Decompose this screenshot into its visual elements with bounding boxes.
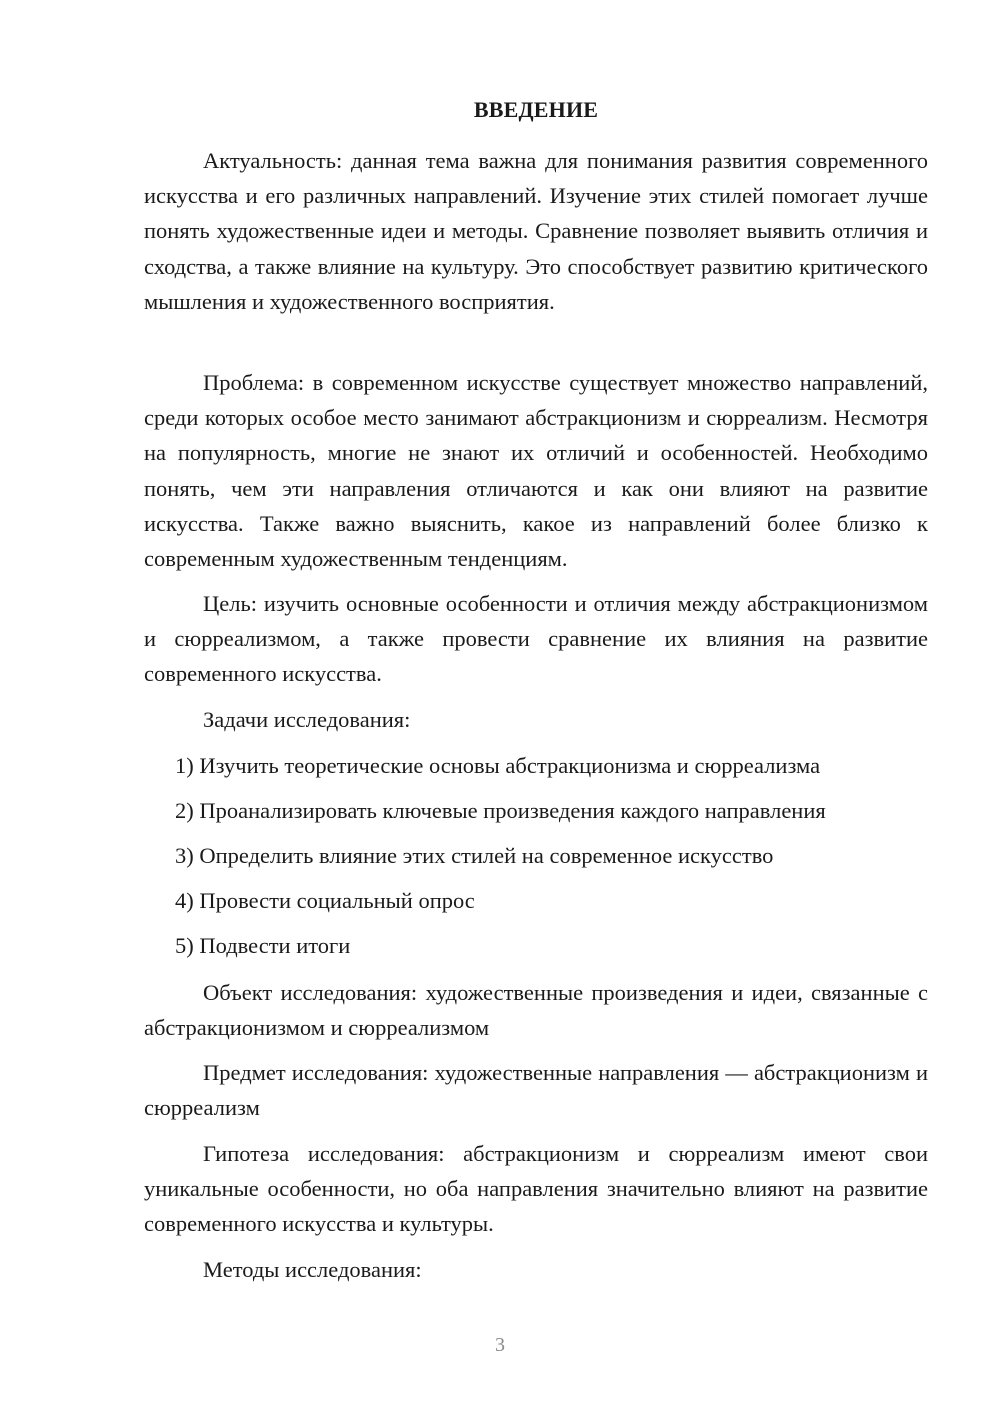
- task-item-3: 3) Определить влияние этих стилей на современное искусство: [175, 843, 774, 868]
- task-item-4: 4) Провести социальный опрос: [175, 888, 475, 913]
- paragraph-object: Объект исследования: художественные произведения и идеи, связанные с абстракционизмом и сюрреализмом: [144, 980, 928, 1041]
- page-number: 3: [495, 1334, 505, 1356]
- paragraph-hypothesis: Гипотеза исследования: абстракционизм и сюрреализм имеют свои уникальные особенности, но оба направления значительно влияют на развитие современного искусства и культуры.: [144, 1141, 928, 1237]
- task-item-2: 2) Проанализировать ключевые произведения каждого направления: [175, 798, 826, 823]
- task-item-5: 5) Подвести итоги: [175, 933, 351, 958]
- paragraph-problem: Проблема: в современном искусстве существует множество направлений, среди которых особое место занимают абстракционизм и сюрреализм. Несмотря на популярность, многие не знают их отличий и особенностей. Необходимо понять, чем эти направления отличаются и как они влияют на развитие искусства. Также важно выяснить, какое из направлений более близко к современным художественным тенденциям.: [144, 370, 928, 572]
- section-title: ВВЕДЕНИЕ: [473, 97, 599, 122]
- methods-heading: Методы исследования:: [203, 1257, 422, 1282]
- task-item-1: 1) Изучить теоретические основы абстракционизма и сюрреализма: [175, 753, 821, 778]
- tasks-heading: Задачи исследования:: [203, 707, 411, 732]
- paragraph-goal: Цель: изучить основные особенности и отличия между абстракционизмом и сюрреализмом, а также провести сравнение их влияния на развитие современного искусства.: [144, 591, 928, 687]
- paragraph-relevance: Актуальность: данная тема важна для понимания развития современного искусства и его различных направлений. Изучение этих стилей помогает лучше понять художественные идеи и методы. Сравнение позволяет выявить отличия и сходства, а также влияние на культуру. Это способствует развитию критического мышления и художественного восприятия.: [144, 148, 928, 314]
- paragraph-subject: Предмет исследования: художественные направления — абстракционизм и сюрреализм: [144, 1060, 928, 1121]
